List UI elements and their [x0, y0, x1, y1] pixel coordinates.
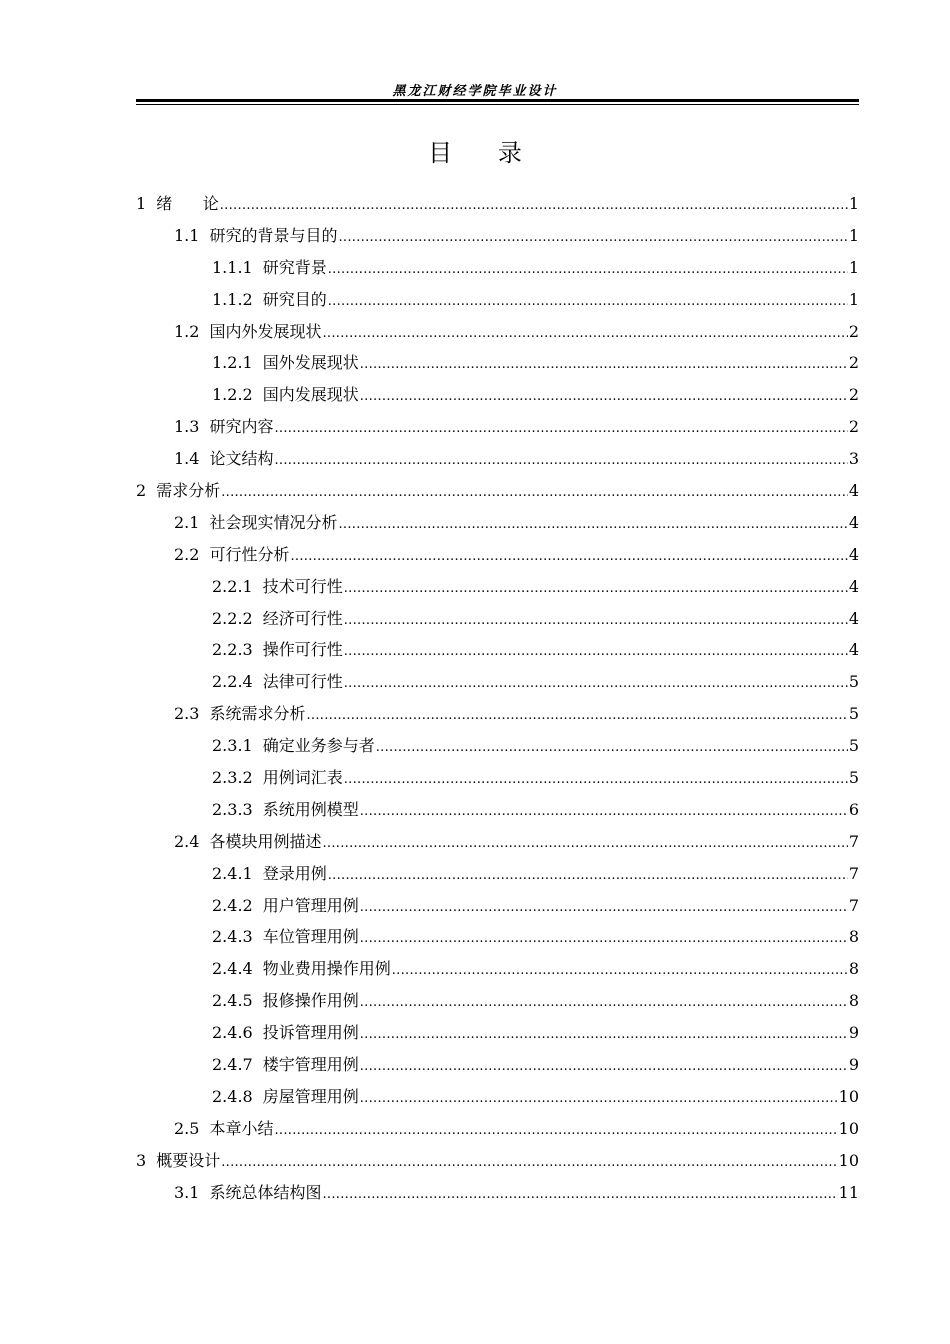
toc-entry-label: 需求分析 [156, 481, 221, 501]
toc-entry-label: 论文结构 [209, 449, 274, 469]
toc-entry[interactable] [136, 1081, 859, 1113]
toc-dot-leader [360, 923, 848, 955]
toc-entry[interactable] [136, 1145, 859, 1177]
toc-entry-page: 10 [838, 1118, 859, 1138]
toc-entry[interactable] [136, 1017, 859, 1049]
toc-entry-page: 4 [848, 608, 859, 628]
toc-entry[interactable] [136, 858, 859, 890]
toc-entry-page: 2 [848, 385, 859, 405]
toc-entry-page: 4 [848, 512, 859, 532]
toc-entry-number: 2.2.4 [212, 672, 253, 692]
toc-entry[interactable] [136, 411, 859, 443]
toc-entry-number: 2.5 [174, 1118, 200, 1138]
toc-dot-leader [360, 381, 848, 413]
toc-entry-page: 10 [838, 1086, 859, 1106]
toc-entry-page: 3 [848, 449, 859, 469]
toc-dot-leader [328, 860, 848, 892]
toc-entry-number: 2.4.3 [212, 927, 253, 947]
toc-entry-label: 研究内容 [209, 417, 274, 437]
toc-entry-label: 确定业务参与者 [262, 736, 375, 756]
toc-entry-number: 1.2.1 [212, 353, 253, 373]
toc-entry[interactable] [136, 475, 859, 507]
toc-dot-leader [344, 764, 848, 796]
toc-entry-label: 报修操作用例 [262, 991, 359, 1011]
toc-entry-number: 1.2.2 [212, 385, 253, 405]
toc-entry[interactable] [136, 985, 859, 1017]
toc-entry-page: 4 [848, 640, 859, 660]
toc-dot-leader [328, 254, 848, 286]
toc-entry-page: 6 [848, 799, 859, 819]
toc-dot-leader [360, 796, 848, 828]
toc-entry-label: 物业费用操作用例 [262, 959, 391, 979]
toc-entry-page: 8 [848, 959, 859, 979]
toc-entry[interactable] [136, 698, 859, 730]
toc-entry-number: 1.1 [174, 225, 200, 245]
toc-entry-page: 7 [848, 895, 859, 915]
toc-entry-page: 4 [848, 576, 859, 596]
toc-entry-number: 1 [136, 194, 147, 213]
toc-entry[interactable] [136, 762, 859, 794]
toc-dot-leader [360, 1083, 838, 1115]
toc-entry[interactable] [136, 1177, 859, 1209]
toc-dot-leader [360, 1051, 848, 1083]
toc-entry[interactable] [136, 890, 859, 922]
toc-dot-leader [360, 349, 848, 381]
toc-entry-page: 9 [848, 1055, 859, 1075]
table-of-contents [136, 188, 859, 1209]
toc-entry-number: 2.4.1 [212, 863, 253, 883]
toc-entry-page: 2 [848, 417, 859, 437]
toc-entry-label: 国外发展现状 [262, 353, 359, 373]
toc-entry-number: 2.4.2 [212, 895, 253, 915]
toc-entry-number: 1.2 [174, 321, 200, 341]
toc-entry[interactable] [136, 443, 859, 475]
toc-dot-leader [322, 318, 847, 350]
toc-entry-label: 可行性分析 [209, 544, 290, 564]
toc-dot-leader [344, 636, 848, 668]
toc-entry-label: 车位管理用例 [262, 927, 359, 947]
toc-dot-leader [274, 413, 847, 445]
toc-entry[interactable] [136, 188, 859, 220]
toc-entry-label: 系统总体结构图 [209, 1182, 322, 1202]
toc-entry-label: 系统需求分析 [209, 704, 306, 724]
toc-entry-number: 2.4.8 [212, 1086, 253, 1106]
toc-entry-page: 4 [848, 481, 859, 501]
toc-entry[interactable] [136, 921, 859, 953]
toc-entry-page: 5 [848, 672, 859, 692]
toc-entry[interactable] [136, 571, 859, 603]
toc-entry[interactable] [136, 794, 859, 826]
toc-entry-label: 绪 论 [156, 194, 219, 213]
toc-entry-number: 3.1 [174, 1182, 200, 1202]
toc-entry-page: 2 [848, 321, 859, 341]
toc-entry[interactable] [136, 252, 859, 284]
toc-entry[interactable] [136, 220, 859, 252]
toc-entry[interactable] [136, 316, 859, 348]
toc-entry-page: 8 [848, 991, 859, 1011]
toc-entry-page: 10 [838, 1150, 859, 1170]
toc-entry-label: 操作可行性 [262, 640, 343, 660]
toc-entry-number: 1.3 [174, 417, 200, 437]
toc-entry-number: 2.2 [174, 544, 200, 564]
toc-entry[interactable] [136, 826, 859, 858]
toc-dot-leader [274, 445, 847, 477]
toc-entry-label: 楼宇管理用例 [262, 1055, 359, 1075]
toc-dot-leader [322, 1179, 837, 1211]
toc-entry-page: 2 [848, 353, 859, 373]
toc-entry[interactable] [136, 730, 859, 762]
toc-dot-leader [360, 1019, 848, 1051]
toc-entry[interactable] [136, 347, 859, 379]
toc-dot-leader [328, 286, 848, 318]
toc-entry[interactable] [136, 953, 859, 985]
toc-entry-number: 2.3 [174, 704, 200, 724]
toc-entry[interactable] [136, 1113, 859, 1145]
toc-entry-number: 2.2.1 [212, 576, 253, 596]
toc-entry-label: 研究的背景与目的 [209, 225, 338, 245]
toc-entry[interactable] [136, 1049, 859, 1081]
toc-entry-page: 1 [848, 225, 859, 245]
toc-dot-leader [344, 573, 848, 605]
toc-entry-label: 本章小结 [209, 1118, 274, 1138]
toc-entry-label: 国内外发展现状 [209, 321, 322, 341]
toc-entry-page: 5 [848, 704, 859, 724]
toc-entry-page: 8 [848, 927, 859, 947]
toc-dot-leader [360, 892, 848, 924]
toc-entry-page: 1 [848, 257, 859, 277]
toc-entry-number: 1.1.1 [212, 257, 253, 277]
toc-entry[interactable] [136, 379, 859, 411]
toc-entry-number: 2 [136, 481, 147, 501]
toc-dot-leader [360, 987, 848, 1019]
toc-entry-label: 国内发展现状 [262, 385, 359, 405]
toc-dot-leader [338, 222, 847, 254]
toc-entry-label: 登录用例 [262, 863, 327, 883]
toc-entry[interactable] [136, 634, 859, 666]
toc-entry-number: 2.3.3 [212, 799, 253, 819]
running-header-title: 黑龙江财经学院毕业设计 [392, 84, 558, 99]
toc-entry[interactable] [136, 603, 859, 635]
toc-entry-number: 2.3.1 [212, 736, 253, 756]
toc-entry-label: 用户管理用例 [262, 895, 359, 915]
toc-dot-leader [344, 605, 848, 637]
toc-entry-label: 概要设计 [156, 1150, 221, 1170]
toc-dot-leader [290, 541, 847, 573]
toc-entry[interactable] [136, 539, 859, 571]
toc-entry-page: 1 [848, 194, 859, 213]
toc-entry[interactable] [136, 666, 859, 698]
toc-title: 目 录 [428, 139, 522, 167]
toc-entry-page: 11 [838, 1182, 859, 1202]
toc-dot-leader [306, 700, 847, 732]
toc-dot-leader [392, 955, 848, 987]
toc-dot-leader [344, 668, 848, 700]
toc-dot-leader [338, 509, 847, 541]
toc-entry-number: 2.4.5 [212, 991, 253, 1011]
toc-entry-number: 2.3.2 [212, 768, 253, 788]
toc-dot-leader [221, 1147, 837, 1179]
toc-entry-number: 2.4 [174, 831, 200, 851]
toc-entry-label: 各模块用例描述 [209, 831, 322, 851]
header-rule-thick [136, 99, 859, 102]
toc-dot-leader [376, 732, 848, 764]
toc-entry-number: 1.4 [174, 449, 200, 469]
toc-entry-number: 2.2.2 [212, 608, 253, 628]
toc-entry-number: 2.1 [174, 512, 200, 532]
toc-entry-page: 5 [848, 768, 859, 788]
toc-entry-label: 研究背景 [262, 257, 327, 277]
toc-entry-page: 4 [848, 544, 859, 564]
toc-entry-label: 投诉管理用例 [262, 1023, 359, 1043]
header-rule-thin [136, 104, 859, 105]
toc-entry-label: 研究目的 [262, 289, 327, 309]
toc-entry-number: 2.2.3 [212, 640, 253, 660]
toc-entry-number: 3 [136, 1150, 147, 1170]
toc-entry-page: 7 [848, 831, 859, 851]
toc-dot-leader [274, 1115, 837, 1147]
toc-entry-label: 系统用例模型 [262, 799, 359, 819]
toc-entry-page: 9 [848, 1023, 859, 1043]
toc-entry-label: 经济可行性 [262, 608, 343, 628]
toc-entry-label: 用例词汇表 [262, 768, 343, 788]
toc-entry-page: 7 [848, 863, 859, 883]
toc-entry-label: 法律可行性 [262, 672, 343, 692]
toc-entry-label: 技术可行性 [262, 576, 343, 596]
toc-entry-number: 2.4.4 [212, 959, 253, 979]
toc-dot-leader [221, 477, 848, 509]
toc-dot-leader [220, 190, 848, 222]
toc-entry-label: 社会现实情况分析 [209, 512, 338, 532]
toc-entry-page: 5 [848, 736, 859, 756]
toc-entry-number: 2.4.6 [212, 1023, 253, 1043]
toc-entry-number: 1.1.2 [212, 289, 253, 309]
toc-entry-label: 房屋管理用例 [262, 1086, 359, 1106]
toc-entry[interactable] [136, 507, 859, 539]
toc-entry-number: 2.4.7 [212, 1055, 253, 1075]
toc-dot-leader [322, 828, 847, 860]
toc-entry[interactable] [136, 284, 859, 316]
toc-entry-page: 1 [848, 289, 859, 309]
